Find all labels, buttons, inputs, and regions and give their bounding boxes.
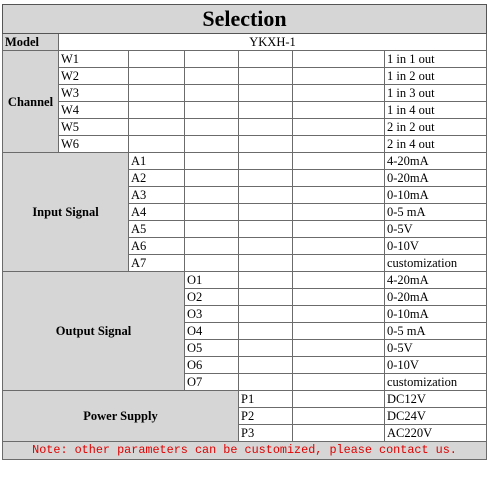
- empty-cell: [239, 68, 293, 85]
- power-desc: DC24V: [385, 408, 487, 425]
- input-desc: 0-5V: [385, 221, 487, 238]
- channel-desc: 1 in 3 out: [385, 85, 487, 102]
- empty-cell: [185, 238, 239, 255]
- input-code: A6: [129, 238, 185, 255]
- empty-cell: [293, 119, 385, 136]
- power-desc: DC12V: [385, 391, 487, 408]
- empty-cell: [239, 136, 293, 153]
- input-desc: 0-5 mA: [385, 204, 487, 221]
- page-title: Selection: [3, 5, 487, 34]
- empty-cell: [293, 68, 385, 85]
- power-supply-label: Power Supply: [3, 391, 239, 442]
- empty-cell: [239, 374, 293, 391]
- input-desc: 0-20mA: [385, 170, 487, 187]
- output-desc: 0-5V: [385, 340, 487, 357]
- empty-cell: [185, 119, 239, 136]
- input-desc: 0-10V: [385, 238, 487, 255]
- empty-cell: [239, 170, 293, 187]
- output-desc: customization: [385, 374, 487, 391]
- empty-cell: [129, 119, 185, 136]
- empty-cell: [293, 408, 385, 425]
- empty-cell: [129, 85, 185, 102]
- empty-cell: [293, 357, 385, 374]
- empty-cell: [293, 51, 385, 68]
- empty-cell: [239, 289, 293, 306]
- empty-cell: [239, 204, 293, 221]
- empty-cell: [293, 85, 385, 102]
- channel-label: Channel: [3, 51, 59, 153]
- input-code: A5: [129, 221, 185, 238]
- empty-cell: [293, 374, 385, 391]
- input-code: A1: [129, 153, 185, 170]
- channel-code: W6: [59, 136, 129, 153]
- table-row: [3, 51, 487, 68]
- empty-cell: [293, 272, 385, 289]
- empty-cell: [185, 136, 239, 153]
- table-row: [3, 272, 487, 289]
- table-row: [3, 136, 487, 153]
- power-desc: AC220V: [385, 425, 487, 442]
- output-desc: 0-10mA: [385, 306, 487, 323]
- channel-desc: 1 in 2 out: [385, 68, 487, 85]
- empty-cell: [129, 68, 185, 85]
- model-label: Model: [3, 34, 59, 51]
- empty-cell: [293, 153, 385, 170]
- input-code: A2: [129, 170, 185, 187]
- empty-cell: [129, 136, 185, 153]
- empty-cell: [185, 204, 239, 221]
- empty-cell: [239, 51, 293, 68]
- input-desc: 4-20mA: [385, 153, 487, 170]
- empty-cell: [129, 102, 185, 119]
- empty-cell: [239, 272, 293, 289]
- model-row: [3, 34, 487, 51]
- empty-cell: [293, 323, 385, 340]
- input-code: A7: [129, 255, 185, 272]
- output-code: O2: [185, 289, 239, 306]
- empty-cell: [185, 170, 239, 187]
- empty-cell: [293, 425, 385, 442]
- empty-cell: [293, 102, 385, 119]
- table-row: [3, 85, 487, 102]
- channel-code: W4: [59, 102, 129, 119]
- empty-cell: [293, 340, 385, 357]
- empty-cell: [185, 85, 239, 102]
- output-signal-label: Output Signal: [3, 272, 185, 391]
- title-row: [3, 5, 487, 34]
- empty-cell: [239, 323, 293, 340]
- empty-cell: [293, 289, 385, 306]
- empty-cell: [185, 51, 239, 68]
- output-code: O7: [185, 374, 239, 391]
- input-desc: customization: [385, 255, 487, 272]
- empty-cell: [185, 221, 239, 238]
- channel-code: W2: [59, 68, 129, 85]
- empty-cell: [293, 306, 385, 323]
- channel-desc: 2 in 2 out: [385, 119, 487, 136]
- empty-cell: [239, 221, 293, 238]
- output-code: O4: [185, 323, 239, 340]
- empty-cell: [185, 102, 239, 119]
- empty-cell: [239, 119, 293, 136]
- empty-cell: [239, 187, 293, 204]
- empty-cell: [293, 204, 385, 221]
- empty-cell: [185, 153, 239, 170]
- channel-desc: 1 in 1 out: [385, 51, 487, 68]
- table-row: [3, 153, 487, 170]
- empty-cell: [293, 238, 385, 255]
- empty-cell: [239, 238, 293, 255]
- table-row: [3, 119, 487, 136]
- channel-code: W5: [59, 119, 129, 136]
- note-row: [3, 442, 487, 460]
- selection-table: [2, 4, 487, 460]
- empty-cell: [239, 85, 293, 102]
- input-desc: 0-10mA: [385, 187, 487, 204]
- output-desc: 0-10V: [385, 357, 487, 374]
- empty-cell: [293, 170, 385, 187]
- table-row: [3, 391, 487, 408]
- empty-cell: [239, 153, 293, 170]
- empty-cell: [129, 51, 185, 68]
- empty-cell: [239, 102, 293, 119]
- output-desc: 4-20mA: [385, 272, 487, 289]
- input-code: A3: [129, 187, 185, 204]
- output-code: O1: [185, 272, 239, 289]
- power-code: P3: [239, 425, 293, 442]
- empty-cell: [293, 136, 385, 153]
- channel-code: W3: [59, 85, 129, 102]
- empty-cell: [239, 340, 293, 357]
- table-row: [3, 68, 487, 85]
- power-code: P2: [239, 408, 293, 425]
- empty-cell: [293, 221, 385, 238]
- output-code: O3: [185, 306, 239, 323]
- input-code: A4: [129, 204, 185, 221]
- output-code: O6: [185, 357, 239, 374]
- model-value: YKXH-1: [59, 34, 487, 51]
- table-row: [3, 102, 487, 119]
- input-signal-label: Input Signal: [3, 153, 129, 272]
- output-code: O5: [185, 340, 239, 357]
- empty-cell: [239, 357, 293, 374]
- channel-desc: 1 in 4 out: [385, 102, 487, 119]
- empty-cell: [185, 68, 239, 85]
- empty-cell: [239, 306, 293, 323]
- empty-cell: [293, 391, 385, 408]
- empty-cell: [185, 187, 239, 204]
- empty-cell: [185, 255, 239, 272]
- empty-cell: [293, 187, 385, 204]
- note-text: Note: other parameters can be customized, please contact us.: [3, 442, 487, 460]
- power-code: P1: [239, 391, 293, 408]
- channel-code: W1: [59, 51, 129, 68]
- empty-cell: [293, 255, 385, 272]
- empty-cell: [239, 255, 293, 272]
- output-desc: 0-20mA: [385, 289, 487, 306]
- selection-sheet: [2, 4, 486, 460]
- channel-desc: 2 in 4 out: [385, 136, 487, 153]
- output-desc: 0-5 mA: [385, 323, 487, 340]
